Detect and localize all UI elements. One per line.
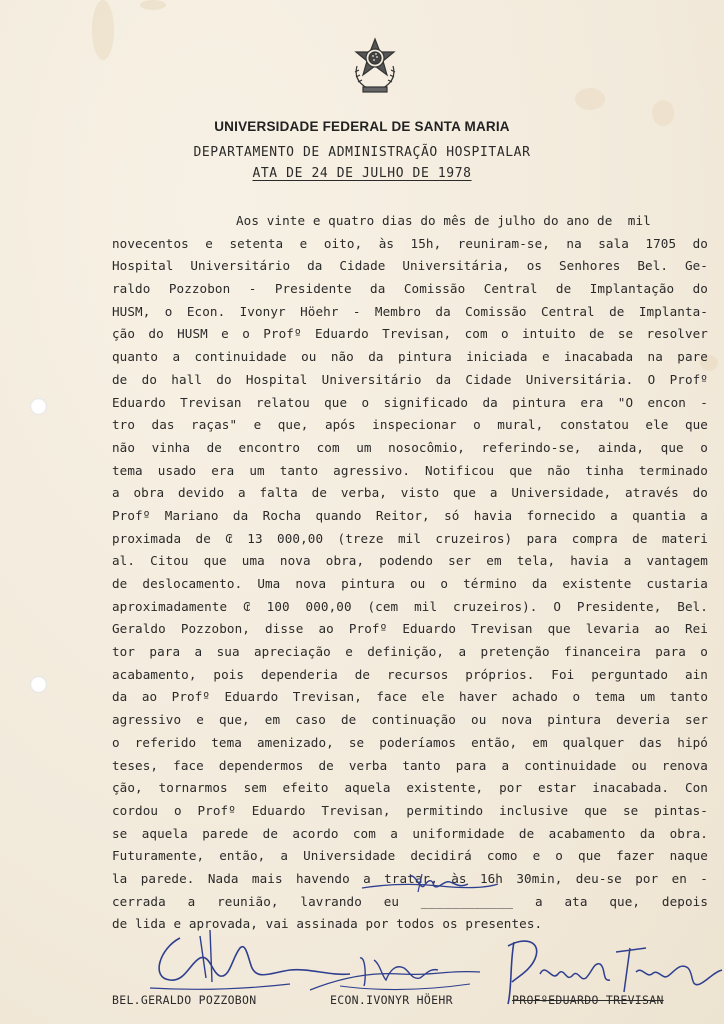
text-line: Futuramente, então, a Universidade decidirá como e o que fazer naque	[112, 848, 708, 864]
text-line: aproximadamente ₢ 100 000,00 (cem mil cruzeiros). O Presidente, Bel.	[112, 598, 708, 614]
handwritten-initials	[360, 872, 500, 896]
text-line: tema usado era um tanto agressivo. Notificou que não tinha terminado	[112, 462, 708, 478]
text-line: de lida e aprovada, vai assinada por todos os presentes.	[112, 916, 543, 932]
department-name: DEPARTAMENTO DE ADMINISTRAÇÃO HOSPITALAR	[193, 145, 531, 160]
text-line: proximada de ₢ 13 000,00 (treze mil cruzeiros) para compra de materi	[112, 530, 708, 546]
minutes-body	[112, 210, 708, 936]
text-line: la parede. Nada mais havendo a tratar, às 16h 30min, deu-se por en -	[112, 870, 708, 886]
text-line: al. Citou que uma nova obra, podendo ser em tela, havia a vantagem	[112, 553, 708, 569]
text-line: de do hall do Hospital Universitário da Cidade Universitária. O Profº	[112, 371, 708, 387]
text-line: agressivo e que, em caso de continuação ou nova pintura deveria ser	[112, 712, 708, 728]
text-line: acabamento, pois dependeria de recursos próprios. Foi perguntado ain	[112, 666, 708, 682]
institution-name: UNIVERSIDADE FEDERAL DE SANTA MARIA	[214, 119, 510, 134]
paper-stain	[140, 0, 166, 10]
signatory-name: ECON.IVONYR HÖEHR	[330, 993, 453, 1007]
text-line: Profº Mariano da Rocha quando Reitor, só havia fornecido a quantia a	[112, 507, 708, 523]
text-line: novecentos e setenta e oito, às 15h, reuniram-se, na sala 1705 do	[112, 235, 708, 251]
brazil-coat-of-arms-icon	[349, 36, 401, 96]
text-line: tro das raças" e que, após inspecionar o mural, constatou ele que	[112, 417, 708, 433]
text-line: Geraldo Pozzobon, disse ao Profº Eduardo Trevisan que levaria ao Rei	[112, 621, 708, 637]
text-line: o referido tema amenizado, se poderíamos então, em qualquer das hipó	[112, 734, 708, 750]
text-line: a obra devido a falta de verba, visto que a Universidade, através do	[112, 485, 708, 501]
minutes-title	[0, 166, 724, 181]
text-line: Aos vinte e quatro dias do mês de julho do ano de mil	[236, 213, 651, 228]
text-line: cordou o Profº Eduardo Trevisan, permitindo inclusive que se pintas-	[112, 802, 708, 818]
paper-stain	[575, 88, 605, 110]
text-line: HUSM, o Econ. Ivonyr Höehr - Membro da Comissão Central de Implanta-	[112, 303, 708, 319]
text-line: se aquela parede de acordo com a uniformidade de acabamento da obra.	[112, 825, 708, 841]
text-line: de deslocamento. Uma nova pintura ou o término da existente custaria	[112, 576, 708, 591]
text-line: raldo Pozzobon - Presidente da Comissão Central de Implantação do	[112, 281, 708, 297]
signatory-name: BEL.GERALDO POZZOBON	[112, 993, 257, 1007]
text-line: teses, face dependermos de verba tanto para a continuidade ou renova	[112, 757, 708, 773]
text-line: ção, tornarmos sem efeito aquela existente, por estar inacabada. Con	[112, 780, 708, 796]
punch-hole	[30, 398, 47, 415]
paper-stain	[92, 0, 114, 60]
text-line: da ao Profº Eduardo Trevisan, face ele haver achado o tema um tanto	[112, 689, 708, 705]
text-line: cerrada a reunião, lavrando eu ____________ a ata que, depois	[112, 893, 708, 909]
text-line: ção do HUSM e o Profº Eduardo Trevisan, com o intuito de se resolver	[112, 326, 708, 342]
signatory-name: PROFºEDUARDO TREVISAN	[512, 993, 664, 1007]
text-line: não vinha de encontro com um nosocômio, referindo-se, ainda, que o	[112, 439, 708, 455]
text-line: quanto a continuidade ou não da pintura iniciada e inacabada na pare	[112, 349, 708, 365]
minutes-title-text: ATA DE 24 DE JULHO DE 1978	[252, 166, 472, 181]
text-line: Eduardo Trevisan relatou que o significado da pintura era "O encon -	[112, 394, 708, 410]
text-line: tor para a sua apreciação e definição, a pretenção financeira para o	[112, 644, 708, 660]
punch-hole	[30, 676, 47, 693]
text-line: Hospital Universitário da Cidade Universitária, os Senhores Bel. Ge-	[112, 258, 708, 274]
